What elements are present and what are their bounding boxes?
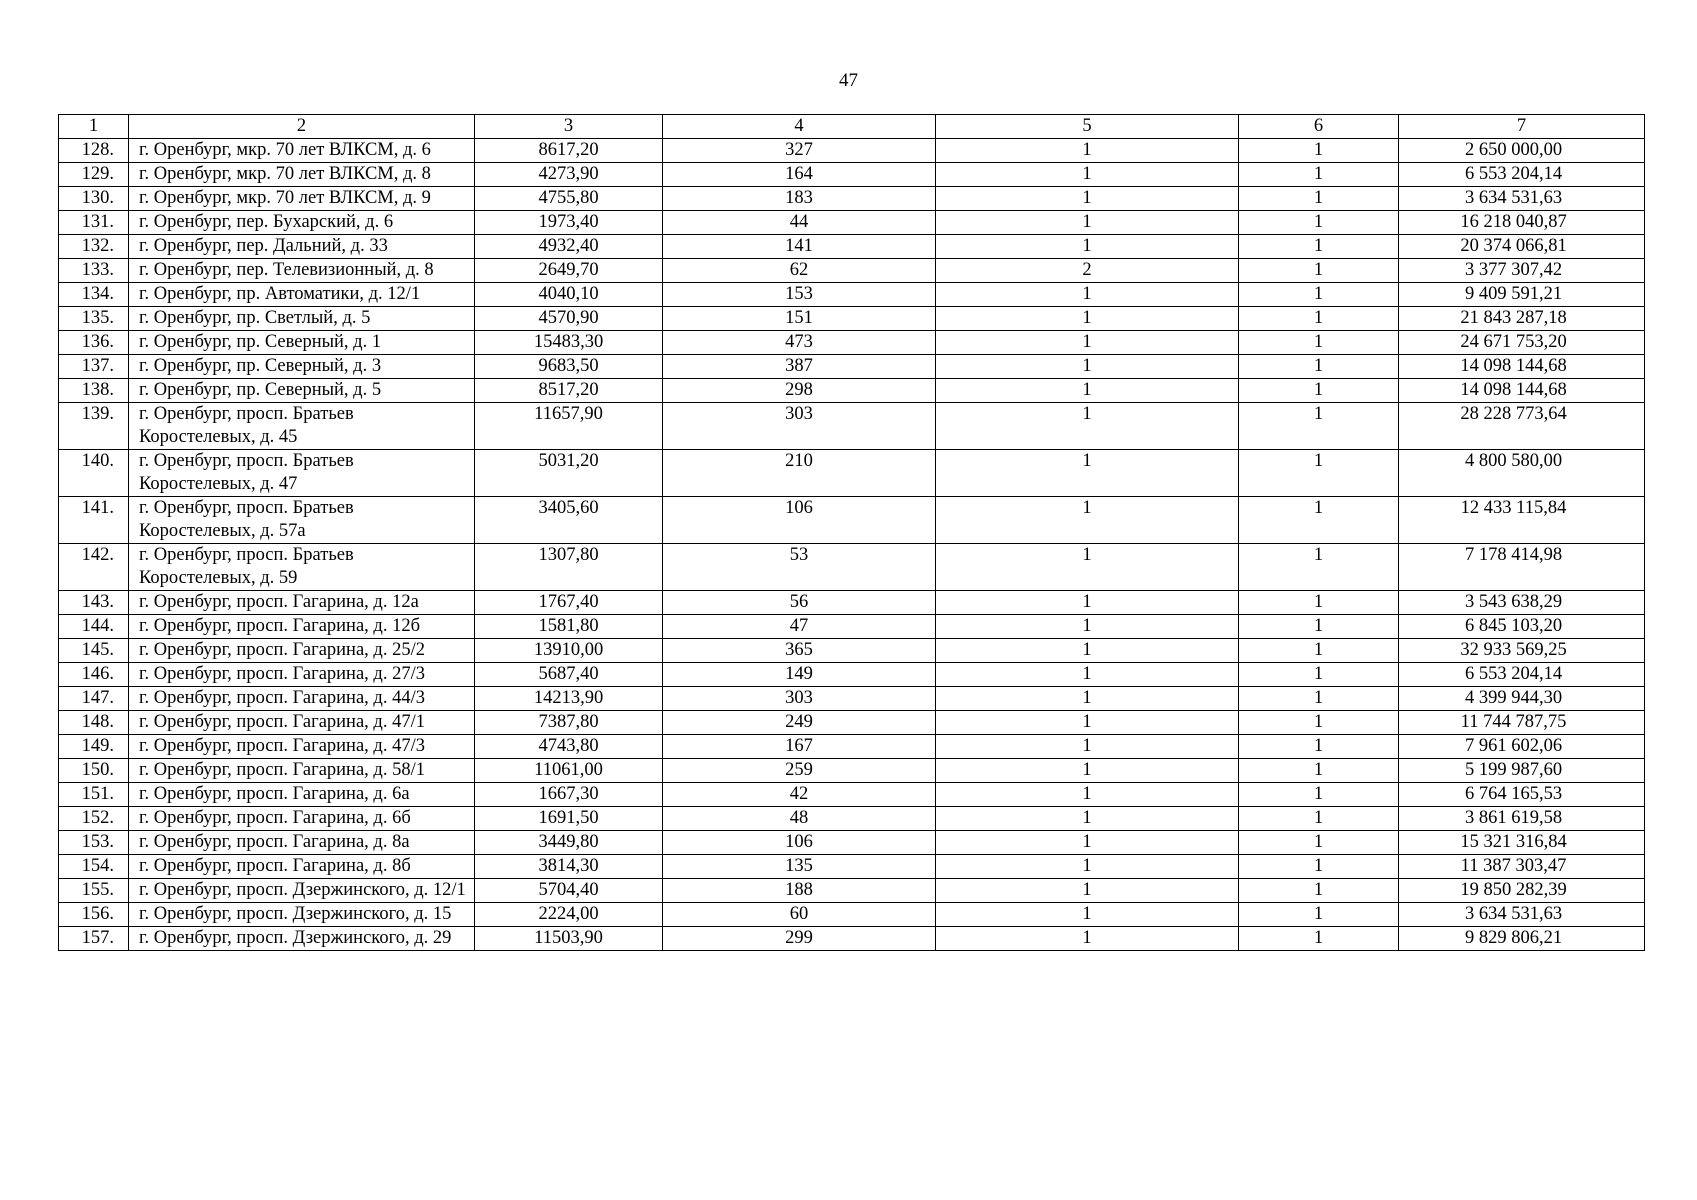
- col6-cell: 1: [1239, 187, 1399, 211]
- table-row: [59, 307, 1645, 331]
- col5-cell: 1: [936, 591, 1239, 615]
- residents-cell: 153: [663, 283, 936, 307]
- address-cell: г. Оренбург, просп. Дзержинского, д. 29: [129, 927, 475, 951]
- cost-cell: 15 321 316,84: [1399, 831, 1645, 855]
- area-cell: 15483,30: [475, 331, 663, 355]
- col6-cell: 1: [1239, 759, 1399, 783]
- row-number: 137.: [59, 355, 129, 379]
- col6-cell: 1: [1239, 639, 1399, 663]
- row-number: 128.: [59, 139, 129, 163]
- row-number: 138.: [59, 379, 129, 403]
- cost-cell: 6 845 103,20: [1399, 615, 1645, 639]
- address-cell: г. Оренбург, просп. Гагарина, д. 12а: [129, 591, 475, 615]
- row-number: 144.: [59, 615, 129, 639]
- table-row: [59, 927, 1645, 951]
- cost-cell: 6 553 204,14: [1399, 163, 1645, 187]
- cost-cell: 5 199 987,60: [1399, 759, 1645, 783]
- table-row: [59, 759, 1645, 783]
- cost-cell: 4 399 944,30: [1399, 687, 1645, 711]
- col5-cell: 1: [936, 783, 1239, 807]
- area-cell: 1691,50: [475, 807, 663, 831]
- col5-cell: 1: [936, 450, 1239, 497]
- col5-cell: 2: [936, 259, 1239, 283]
- table-row: [59, 497, 1645, 544]
- column-header: 2: [129, 115, 475, 139]
- address-cell: г. Оренбург, просп. Братьев Коростелевых, д. 57а: [129, 497, 475, 544]
- area-cell: 8617,20: [475, 139, 663, 163]
- col6-cell: 1: [1239, 139, 1399, 163]
- address-cell: г. Оренбург, пер. Дальний, д. 33: [129, 235, 475, 259]
- address-cell: г. Оренбург, просп. Гагарина, д. 6а: [129, 783, 475, 807]
- address-cell: г. Оренбург, просп. Гагарина, д. 58/1: [129, 759, 475, 783]
- col6-cell: 1: [1239, 711, 1399, 735]
- col5-cell: 1: [936, 927, 1239, 951]
- residents-cell: 48: [663, 807, 936, 831]
- table-row: [59, 379, 1645, 403]
- address-cell: г. Оренбург, пр. Северный, д. 1: [129, 331, 475, 355]
- col5-cell: 1: [936, 163, 1239, 187]
- col6-cell: 1: [1239, 163, 1399, 187]
- address-cell: г. Оренбург, просп. Дзержинского, д. 15: [129, 903, 475, 927]
- cost-cell: 14 098 144,68: [1399, 379, 1645, 403]
- address-cell: г. Оренбург, просп. Гагарина, д. 12б: [129, 615, 475, 639]
- col6-cell: 1: [1239, 355, 1399, 379]
- area-cell: 3814,30: [475, 855, 663, 879]
- cost-cell: 32 933 569,25: [1399, 639, 1645, 663]
- residents-cell: 44: [663, 211, 936, 235]
- area-cell: 1581,80: [475, 615, 663, 639]
- table-row: [59, 403, 1645, 450]
- col5-cell: 1: [936, 711, 1239, 735]
- residents-cell: 53: [663, 544, 936, 591]
- col6-cell: 1: [1239, 831, 1399, 855]
- row-number: 152.: [59, 807, 129, 831]
- residents-cell: 42: [663, 783, 936, 807]
- col6-cell: 1: [1239, 403, 1399, 450]
- col6-cell: 1: [1239, 331, 1399, 355]
- area-cell: 14213,90: [475, 687, 663, 711]
- table-row: [59, 283, 1645, 307]
- col6-cell: 1: [1239, 855, 1399, 879]
- address-cell: г. Оренбург, просп. Гагарина, д. 8а: [129, 831, 475, 855]
- col6-cell: 1: [1239, 283, 1399, 307]
- row-number: 153.: [59, 831, 129, 855]
- table-row: [59, 544, 1645, 591]
- page-number: 47: [839, 70, 858, 91]
- row-number: 136.: [59, 331, 129, 355]
- address-cell: г. Оренбург, просп. Гагарина, д. 27/3: [129, 663, 475, 687]
- area-cell: 4932,40: [475, 235, 663, 259]
- table-row: [59, 187, 1645, 211]
- table-row: [59, 831, 1645, 855]
- cost-cell: 19 850 282,39: [1399, 879, 1645, 903]
- col5-cell: 1: [936, 855, 1239, 879]
- table-row: [59, 783, 1645, 807]
- area-cell: 4040,10: [475, 283, 663, 307]
- area-cell: 9683,50: [475, 355, 663, 379]
- cost-cell: 20 374 066,81: [1399, 235, 1645, 259]
- area-cell: 5687,40: [475, 663, 663, 687]
- residents-cell: 141: [663, 235, 936, 259]
- column-header: 6: [1239, 115, 1399, 139]
- residents-cell: 47: [663, 615, 936, 639]
- col6-cell: 1: [1239, 591, 1399, 615]
- col6-cell: 1: [1239, 450, 1399, 497]
- cost-cell: 7 178 414,98: [1399, 544, 1645, 591]
- area-cell: 11503,90: [475, 927, 663, 951]
- area-cell: 7387,80: [475, 711, 663, 735]
- cost-cell: 2 650 000,00: [1399, 139, 1645, 163]
- table-row: [59, 855, 1645, 879]
- area-cell: 2224,00: [475, 903, 663, 927]
- col6-cell: 1: [1239, 259, 1399, 283]
- row-number: 132.: [59, 235, 129, 259]
- address-cell: г. Оренбург, просп. Братьев Коростелевых, д. 59: [129, 544, 475, 591]
- cost-cell: 6 553 204,14: [1399, 663, 1645, 687]
- cost-cell: 14 098 144,68: [1399, 355, 1645, 379]
- residents-cell: 303: [663, 403, 936, 450]
- cost-cell: 16 218 040,87: [1399, 211, 1645, 235]
- column-header: 7: [1399, 115, 1645, 139]
- col5-cell: 1: [936, 139, 1239, 163]
- table-row: [59, 639, 1645, 663]
- area-cell: 5031,20: [475, 450, 663, 497]
- row-number: 143.: [59, 591, 129, 615]
- cost-cell: 3 634 531,63: [1399, 903, 1645, 927]
- col6-cell: 1: [1239, 687, 1399, 711]
- area-cell: 4755,80: [475, 187, 663, 211]
- cost-cell: 7 961 602,06: [1399, 735, 1645, 759]
- address-cell: г. Оренбург, пер. Бухарский, д. 6: [129, 211, 475, 235]
- table-row: [59, 615, 1645, 639]
- address-cell: г. Оренбург, просп. Гагарина, д. 25/2: [129, 639, 475, 663]
- row-number: 135.: [59, 307, 129, 331]
- column-header: 5: [936, 115, 1239, 139]
- address-cell: г. Оренбург, пр. Северный, д. 5: [129, 379, 475, 403]
- area-cell: 1667,30: [475, 783, 663, 807]
- col5-cell: 1: [936, 331, 1239, 355]
- table-row: [59, 711, 1645, 735]
- row-number: 140.: [59, 450, 129, 497]
- row-number: 147.: [59, 687, 129, 711]
- address-cell: г. Оренбург, просп. Братьев Коростелевых, д. 45: [129, 403, 475, 450]
- address-cell: г. Оренбург, пер. Телевизионный, д. 8: [129, 259, 475, 283]
- col5-cell: 1: [936, 355, 1239, 379]
- table-row: [59, 163, 1645, 187]
- address-cell: г. Оренбург, пр. Светлый, д. 5: [129, 307, 475, 331]
- col5-cell: 1: [936, 831, 1239, 855]
- residents-cell: 56: [663, 591, 936, 615]
- row-number: 154.: [59, 855, 129, 879]
- address-cell: г. Оренбург, просп. Гагарина, д. 47/3: [129, 735, 475, 759]
- area-cell: 1307,80: [475, 544, 663, 591]
- cost-cell: 3 634 531,63: [1399, 187, 1645, 211]
- cost-cell: 9 829 806,21: [1399, 927, 1645, 951]
- table-row: [59, 879, 1645, 903]
- area-cell: 3449,80: [475, 831, 663, 855]
- area-cell: 4743,80: [475, 735, 663, 759]
- col6-cell: 1: [1239, 544, 1399, 591]
- address-cell: г. Оренбург, просп. Гагарина, д. 47/1: [129, 711, 475, 735]
- residents-cell: 183: [663, 187, 936, 211]
- table-row: [59, 355, 1645, 379]
- cost-cell: 11 744 787,75: [1399, 711, 1645, 735]
- table-row: [59, 735, 1645, 759]
- residents-cell: 365: [663, 639, 936, 663]
- housing-register-table: [58, 114, 1645, 951]
- table-row: [59, 591, 1645, 615]
- row-number: 131.: [59, 211, 129, 235]
- table-row: [59, 259, 1645, 283]
- area-cell: 11657,90: [475, 403, 663, 450]
- row-number: 156.: [59, 903, 129, 927]
- col6-cell: 1: [1239, 735, 1399, 759]
- residents-cell: 299: [663, 927, 936, 951]
- area-cell: 3405,60: [475, 497, 663, 544]
- table-row: [59, 235, 1645, 259]
- address-cell: г. Оренбург, пр. Северный, д. 3: [129, 355, 475, 379]
- residents-cell: 259: [663, 759, 936, 783]
- col6-cell: 1: [1239, 783, 1399, 807]
- residents-cell: 249: [663, 711, 936, 735]
- col5-cell: 1: [936, 687, 1239, 711]
- col6-cell: 1: [1239, 497, 1399, 544]
- residents-cell: 167: [663, 735, 936, 759]
- table-row: [59, 807, 1645, 831]
- col5-cell: 1: [936, 235, 1239, 259]
- area-cell: 1767,40: [475, 591, 663, 615]
- col5-cell: 1: [936, 615, 1239, 639]
- area-cell: 5704,40: [475, 879, 663, 903]
- residents-cell: 151: [663, 307, 936, 331]
- row-number: 148.: [59, 711, 129, 735]
- address-cell: г. Оренбург, просп. Гагарина, д. 6б: [129, 807, 475, 831]
- column-header: 1: [59, 115, 129, 139]
- col5-cell: 1: [936, 903, 1239, 927]
- residents-cell: 164: [663, 163, 936, 187]
- col6-cell: 1: [1239, 307, 1399, 331]
- col5-cell: 1: [936, 403, 1239, 450]
- table-row: [59, 331, 1645, 355]
- col5-cell: 1: [936, 639, 1239, 663]
- col5-cell: 1: [936, 187, 1239, 211]
- row-number: 133.: [59, 259, 129, 283]
- address-cell: г. Оренбург, мкр. 70 лет ВЛКСМ, д. 9: [129, 187, 475, 211]
- col5-cell: 1: [936, 879, 1239, 903]
- residents-cell: 60: [663, 903, 936, 927]
- table-row: [59, 903, 1645, 927]
- address-cell: г. Оренбург, просп. Гагарина, д. 44/3: [129, 687, 475, 711]
- residents-cell: 303: [663, 687, 936, 711]
- address-cell: г. Оренбург, просп. Гагарина, д. 8б: [129, 855, 475, 879]
- cost-cell: 24 671 753,20: [1399, 331, 1645, 355]
- col5-cell: 1: [936, 544, 1239, 591]
- cost-cell: 6 764 165,53: [1399, 783, 1645, 807]
- col6-cell: 1: [1239, 211, 1399, 235]
- area-cell: 1973,40: [475, 211, 663, 235]
- row-number: 141.: [59, 497, 129, 544]
- cost-cell: 21 843 287,18: [1399, 307, 1645, 331]
- residents-cell: 106: [663, 831, 936, 855]
- row-number: 130.: [59, 187, 129, 211]
- cost-cell: 3 377 307,42: [1399, 259, 1645, 283]
- col6-cell: 1: [1239, 235, 1399, 259]
- col5-cell: 1: [936, 307, 1239, 331]
- address-cell: г. Оренбург, мкр. 70 лет ВЛКСМ, д. 8: [129, 163, 475, 187]
- row-number: 146.: [59, 663, 129, 687]
- table-row: [59, 211, 1645, 235]
- cost-cell: 3 543 638,29: [1399, 591, 1645, 615]
- residents-cell: 135: [663, 855, 936, 879]
- row-number: 149.: [59, 735, 129, 759]
- col6-cell: 1: [1239, 879, 1399, 903]
- col5-cell: 1: [936, 663, 1239, 687]
- row-number: 134.: [59, 283, 129, 307]
- cost-cell: 9 409 591,21: [1399, 283, 1645, 307]
- col5-cell: 1: [936, 283, 1239, 307]
- row-number: 157.: [59, 927, 129, 951]
- column-header: 3: [475, 115, 663, 139]
- area-cell: 4273,90: [475, 163, 663, 187]
- row-number: 155.: [59, 879, 129, 903]
- col6-cell: 1: [1239, 807, 1399, 831]
- cost-cell: 12 433 115,84: [1399, 497, 1645, 544]
- row-number: 129.: [59, 163, 129, 187]
- table-row: [59, 450, 1645, 497]
- row-number: 151.: [59, 783, 129, 807]
- table-body: [59, 139, 1645, 951]
- col5-cell: 1: [936, 759, 1239, 783]
- col6-cell: 1: [1239, 615, 1399, 639]
- col5-cell: 1: [936, 497, 1239, 544]
- table-row: [59, 139, 1645, 163]
- area-cell: 4570,90: [475, 307, 663, 331]
- residents-cell: 188: [663, 879, 936, 903]
- column-header: 4: [663, 115, 936, 139]
- residents-cell: 298: [663, 379, 936, 403]
- residents-cell: 473: [663, 331, 936, 355]
- row-number: 142.: [59, 544, 129, 591]
- col5-cell: 1: [936, 211, 1239, 235]
- area-cell: 11061,00: [475, 759, 663, 783]
- residents-cell: 210: [663, 450, 936, 497]
- row-number: 145.: [59, 639, 129, 663]
- col6-cell: 1: [1239, 663, 1399, 687]
- area-cell: 8517,20: [475, 379, 663, 403]
- row-number: 150.: [59, 759, 129, 783]
- row-number: 139.: [59, 403, 129, 450]
- col6-cell: 1: [1239, 379, 1399, 403]
- cost-cell: 28 228 773,64: [1399, 403, 1645, 450]
- area-cell: 13910,00: [475, 639, 663, 663]
- address-cell: г. Оренбург, мкр. 70 лет ВЛКСМ, д. 6: [129, 139, 475, 163]
- col5-cell: 1: [936, 807, 1239, 831]
- col6-cell: 1: [1239, 903, 1399, 927]
- residents-cell: 149: [663, 663, 936, 687]
- address-cell: г. Оренбург, пр. Автоматики, д. 12/1: [129, 283, 475, 307]
- address-cell: г. Оренбург, просп. Дзержинского, д. 12/1: [129, 879, 475, 903]
- table-row: [59, 663, 1645, 687]
- residents-cell: 327: [663, 139, 936, 163]
- col5-cell: 1: [936, 735, 1239, 759]
- address-cell: г. Оренбург, просп. Братьев Коростелевых, д. 47: [129, 450, 475, 497]
- cost-cell: 3 861 619,58: [1399, 807, 1645, 831]
- column-number-header-row: [59, 115, 1645, 139]
- residents-cell: 387: [663, 355, 936, 379]
- table-row: [59, 687, 1645, 711]
- residents-cell: 62: [663, 259, 936, 283]
- col5-cell: 1: [936, 379, 1239, 403]
- area-cell: 2649,70: [475, 259, 663, 283]
- cost-cell: 11 387 303,47: [1399, 855, 1645, 879]
- residents-cell: 106: [663, 497, 936, 544]
- col6-cell: 1: [1239, 927, 1399, 951]
- cost-cell: 4 800 580,00: [1399, 450, 1645, 497]
